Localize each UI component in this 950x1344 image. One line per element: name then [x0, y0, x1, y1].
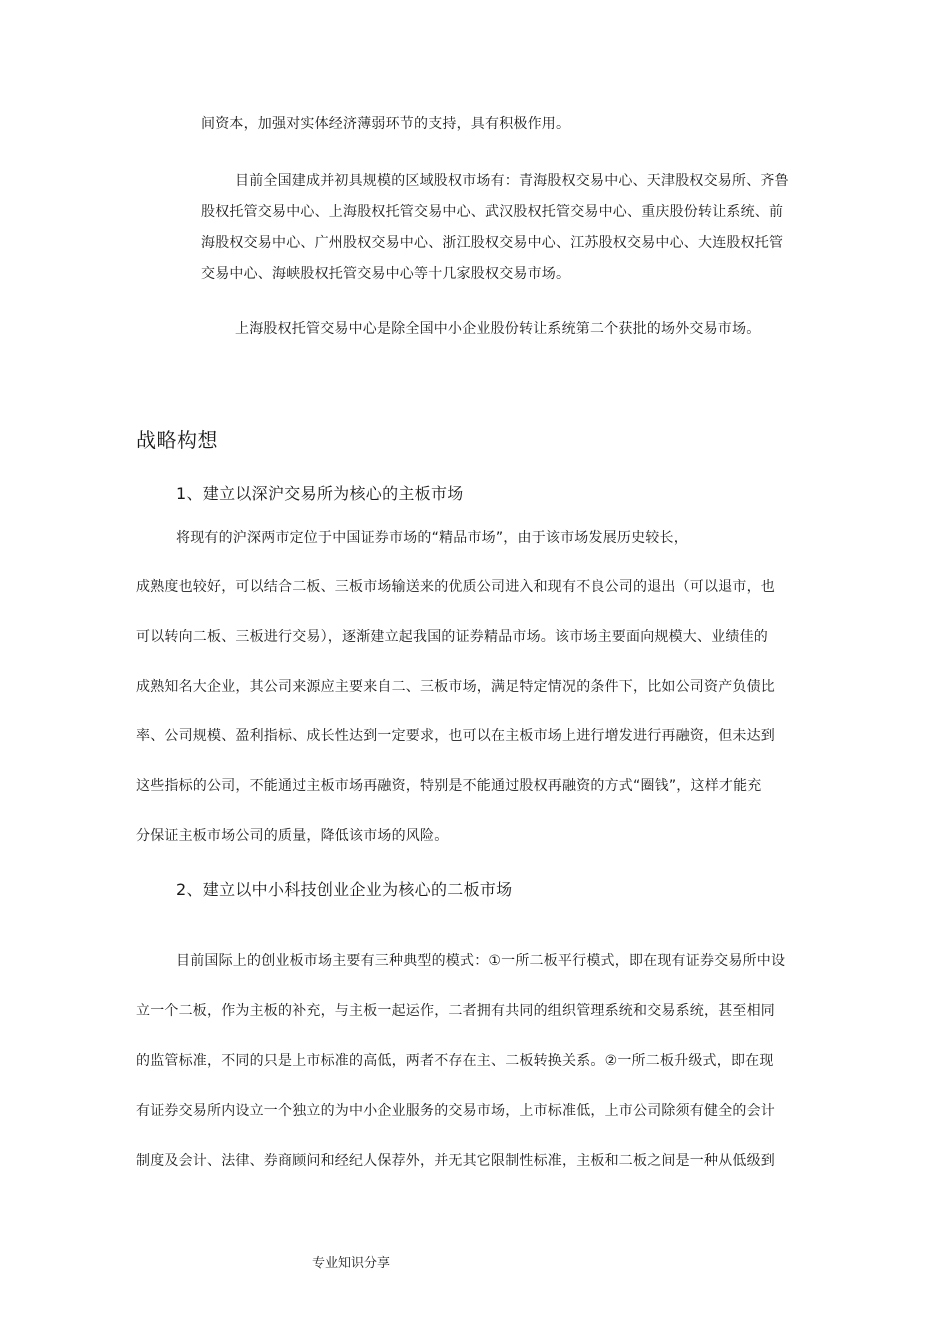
page-footer: 专业知识分享	[312, 1256, 391, 1271]
paragraph-line: 分保证主板市场公司的质量，降低该市场的风险。	[136, 828, 449, 844]
paragraph-line: 成熟度也较好，可以结合二板、三板市场输送来的优质公司进入和现有不良公司的退出（可以退市，也	[136, 579, 775, 595]
paragraph-line: 目前国际上的创业板市场主要有三种典型的模式：①一所二板平行模式，即在现有证券交易所中设	[176, 953, 786, 969]
paragraph-line: 成熟知名大企业，其公司来源应主要来自二、三板市场，满足特定情况的条件下，比如公司资产负债比	[136, 679, 775, 695]
paragraph-line: 有证券交易所内设立一个独立的为中小企业服务的交易市场，上市标准低，上市公司除须有健全的会计	[136, 1103, 775, 1119]
paragraph-line: 将现有的沪深两市定位于中国证券市场的“精品市场”，由于该市场发展历史较长，	[176, 530, 688, 546]
paragraph-line: 这些指标的公司，不能通过主板市场再融资，特别是不能通过股权再融资的方式“圈钱”，这样才能充	[136, 778, 762, 794]
paragraph-line: 的监管标准，不同的只是上市标准的高低，两者不存在主、二板转换关系。②一所二板升级式，即在现	[136, 1053, 774, 1069]
paragraph-line: 股权托管交易中心、上海股权托管交易中心、武汉股权托管交易中心、重庆股份转让系统、前	[201, 204, 784, 220]
paragraph-line: 制度及会计、法律、券商顾问和经纪人保荐外，并无其它限制性标准，主板和二板之间是一种从低级到	[136, 1153, 775, 1169]
paragraph-line: 目前全国建成并初具规模的区域股权市场有：青海股权交易中心、天津股权交易所、齐鲁	[235, 173, 789, 189]
paragraph-line: 可以转向二板、三板进行交易），逐渐建立起我国的证券精品市场。该市场主要面向规模大、业绩佳的	[136, 629, 768, 645]
section-heading: 战略构想	[136, 428, 218, 452]
paragraph-line: 交易中心、海峡股权托管交易中心等十几家股权交易市场。	[201, 266, 571, 282]
paragraph-line: 上海股权托管交易中心是除全国中小企业股份转让系统第二个获批的场外交易市场。	[235, 321, 761, 337]
paragraph-line: 率、公司规模、盈利指标、成长性达到一定要求，也可以在主板市场上进行增发进行再融资，但未达到	[136, 728, 775, 744]
paragraph-line: 间资本，加强对实体经济薄弱环节的支持，具有积极作用。	[201, 116, 571, 132]
subheading: 2、建立以中小科技创业企业为核心的二板市场	[176, 880, 513, 899]
paragraph-line: 海股权交易中心、广州股权交易中心、浙江股权交易中心、江苏股权交易中心、大连股权托管	[201, 235, 784, 251]
paragraph-line: 立一个二板，作为主板的补充，与主板一起运作，二者拥有共同的组织管理系统和交易系统，甚至相同	[136, 1003, 775, 1019]
subheading: 1、建立以深沪交易所为核心的主板市场	[176, 484, 464, 503]
